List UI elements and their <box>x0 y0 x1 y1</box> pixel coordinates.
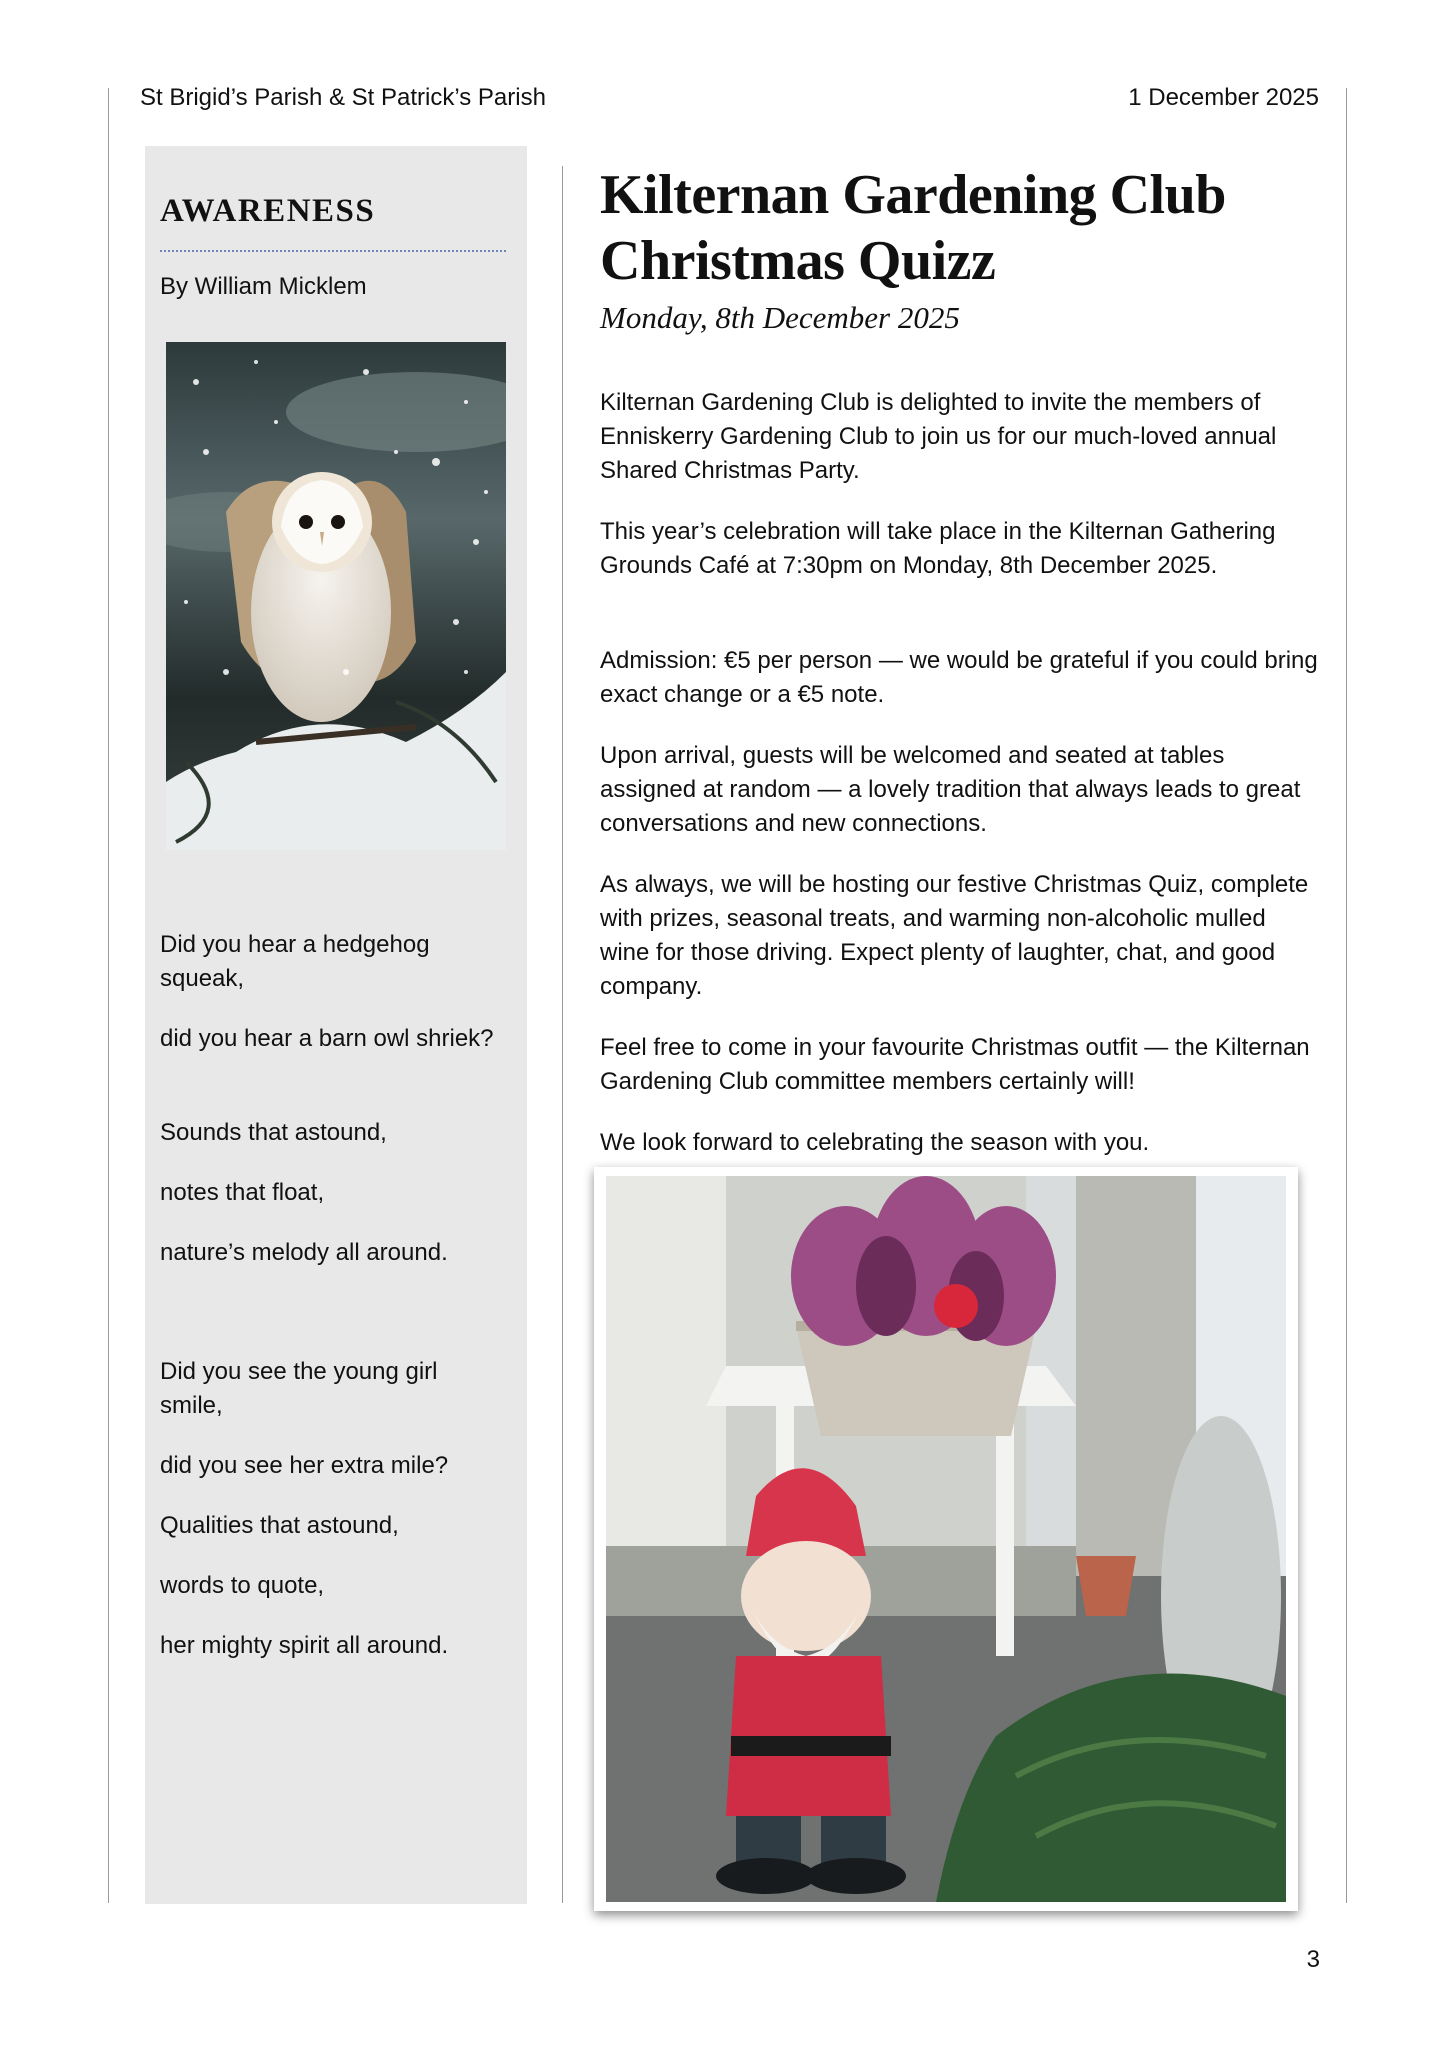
barn-owl-photo <box>166 342 506 850</box>
poem-line: Sounds that astound, <box>160 1119 387 1146</box>
sidebar-author: By William Micklem <box>160 273 367 300</box>
sidebar-title-rule <box>160 250 506 252</box>
article-paragraph: Feel free to come in your favourite Christmas outfit — the Kilternan Gardening Club committee members certainly will! <box>600 1034 1310 1095</box>
article-paragraph: As always, we will be hosting our festive Christmas Quiz, complete with prizes, seasonal treats, and warming non-alcoholic mulled wine for those driving. Expect plenty of laughter, chat, and good company. <box>600 871 1309 1000</box>
column-divider <box>562 166 563 1903</box>
poem-line: Qualities that astound, <box>160 1512 399 1539</box>
sidebar-title: AWARENESS <box>160 193 376 229</box>
garden-gnome-photo <box>606 1176 1286 1902</box>
poem-line: notes that float, <box>160 1179 325 1206</box>
poem-line: words to quote, <box>160 1572 325 1599</box>
page-number: 3 <box>1306 1946 1320 1973</box>
gnome-photo-frame <box>594 1167 1298 1911</box>
article-paragraph: This year’s celebration will take place in the Kilternan Gathering Grounds Café at 7:30pm on Monday, 8th December 2025. <box>600 518 1276 579</box>
article-title: Kilternan Gardening Club Christmas Quizz <box>600 164 1226 292</box>
article-paragraph: Upon arrival, guests will be welcomed and seated at tables assigned at random — a lovely tradition that always leads to great conversations and new connections. <box>600 742 1301 837</box>
issue-date: 1 December 2025 <box>1128 84 1319 111</box>
poem-line: did you see her extra mile? <box>160 1452 449 1479</box>
article-paragraph: Kilternan Gardening Club is delighted to invite the members of Enniskerry Gardening Club to join us for our much-loved annual Shared Christmas Party. <box>600 389 1277 484</box>
parish-name: St Brigid’s Parish & St Patrick’s Parish <box>140 84 546 111</box>
poem-line: Did you see the young girl smile, <box>160 1358 438 1419</box>
poem-line: Did you hear a hedgehog squeak, <box>160 931 430 992</box>
article-paragraph: We look forward to celebrating the season with you. <box>600 1129 1150 1156</box>
page-border-left <box>108 88 109 1903</box>
article-paragraph: Admission: €5 per person — we would be grateful if you could bring exact change or a €5 note. <box>600 647 1318 708</box>
poem-line: did you hear a barn owl shriek? <box>160 1025 494 1052</box>
poem-line: her mighty spirit all around. <box>160 1632 449 1659</box>
article-subtitle: Monday, 8th December 2025 <box>600 300 960 335</box>
page-border-right <box>1346 88 1347 1903</box>
poem-line: nature’s melody all around. <box>160 1239 448 1266</box>
